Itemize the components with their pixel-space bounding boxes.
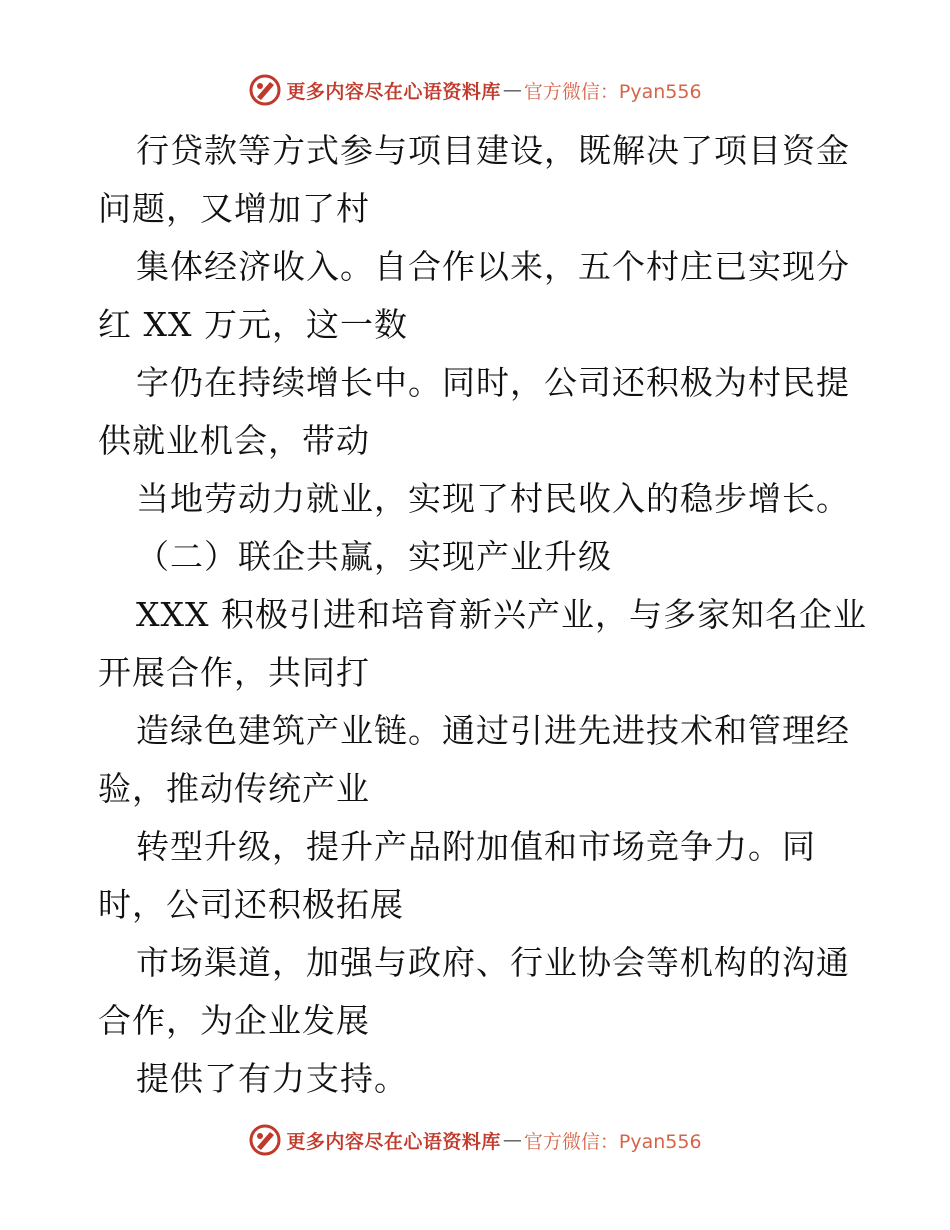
text-line: 合作，为企业发展 (98, 1001, 370, 1040)
text-line: 市场渠道，加强与政府、行业协会等机构的沟通 (136, 943, 850, 982)
header-brand-text: 更多内容尽在心语资料库 (286, 80, 501, 103)
text-line: 造绿色建筑产业链。通过引进先进技术和管理经 (136, 711, 850, 750)
footer-account-text: 官方微信：Pyan556 (523, 1130, 702, 1153)
section-heading: （二）联企共赢，实现产业升级 (136, 537, 612, 576)
text-line: 红 XX 万元，这一数 (98, 305, 408, 344)
brand-logo-icon (248, 1123, 282, 1157)
text-line: 集体经济收入。自合作以来，五个村庄已实现分 (136, 247, 850, 286)
header-watermark (0, 70, 950, 110)
document-body (98, 122, 867, 1108)
footer-watermark (0, 1120, 950, 1160)
text-line: 提供了有力支持。 (136, 1059, 408, 1098)
text-line: 问题，又增加了村 (98, 189, 370, 228)
text-line: 开展合作，共同打 (98, 653, 370, 692)
text-line: 验，推动传统产业 (98, 769, 370, 808)
text-line: 行贷款等方式参与项目建设，既解决了项目资金 (136, 131, 850, 170)
brand-logo-icon (248, 73, 282, 107)
text-line: 供就业机会，带动 (98, 421, 370, 460)
header-account-text: 官方微信：Pyan556 (523, 80, 702, 103)
footer-brand-text: 更多内容尽在心语资料库 (286, 1130, 501, 1153)
text-line: 转型升级，提升产品附加值和市场竞争力。同 (136, 827, 816, 866)
text-line: 字仍在持续增长中。同时，公司还积极为村民提 (136, 363, 850, 402)
header-separator: — (502, 79, 522, 101)
text-line: 时，公司还积极拓展 (98, 885, 404, 924)
text-line: 当地劳动力就业，实现了村民收入的稳步增长。 (136, 479, 850, 518)
text-line: XXX 积极引进和培育新兴产业，与多家知名企业 (136, 595, 867, 634)
footer-separator: — (502, 1129, 522, 1151)
